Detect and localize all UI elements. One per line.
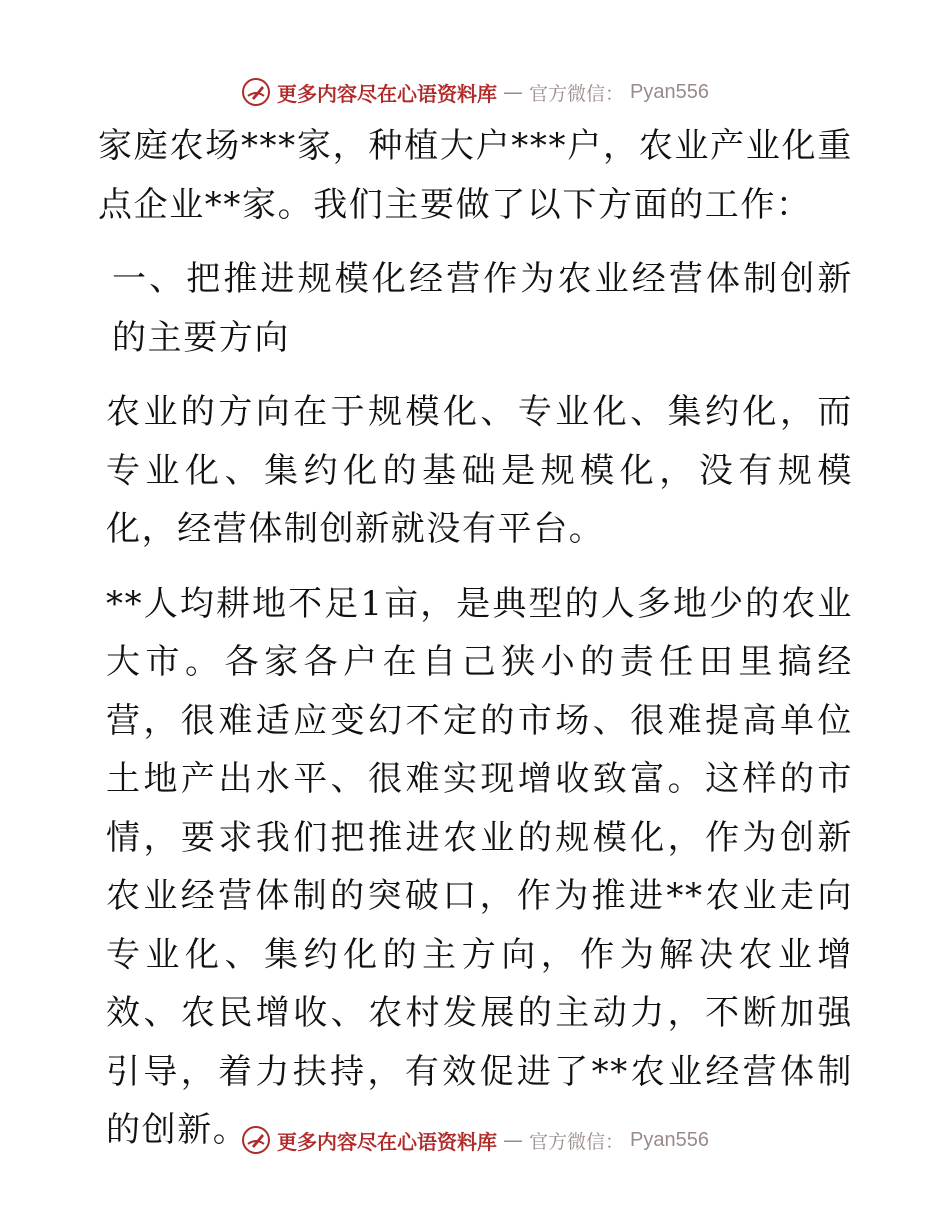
paragraph-intro: 家庭农场***家，种植大户***户，农业产业化重点企业**家。我们主要做了以下方面的工作： [98, 126, 853, 225]
document-body [98, 117, 853, 1160]
banner-wechat-id: Pyan556 [630, 1128, 709, 1151]
footer-watermark-banner [0, 1120, 950, 1160]
book-pen-logo-icon [241, 77, 271, 107]
section-heading: 一、把推进规模化经营作为农业经营体制创新的主要方向 [112, 259, 853, 358]
banner-wechat-label: 官方微信： [529, 82, 625, 105]
paragraph-situation: **人均耕地不足1亩，是典型的人多地少的农业大市。各家各户在自己狭小的责任田里搞经营，很难适应变幻不定的市场、很难提高单位土地产出水平、很难实现增收致富。这样的市情，要求我们把推进农业的规模化，作为创新农业经营体制的突破口，作为推进**农业走向专业化、集约化的主方向，作为解决农业增效、农民增收、农村发展的主动力，不断加强引导，着力扶持，有效促进了**农业经营体制的创新。 [106, 583, 853, 1150]
banner-dash: — [503, 80, 523, 104]
banner-dash: — [503, 1128, 523, 1152]
header-watermark-banner [0, 72, 950, 112]
paragraph-direction: 农业的方向在于规模化、专业化、集约化，而专业化、集约化的基础是规模化，没有规模化，经营体制创新就没有平台。 [106, 392, 853, 549]
banner-wechat-label: 官方微信： [529, 1130, 625, 1153]
book-pen-logo-icon [241, 1125, 271, 1155]
banner-wechat-id: Pyan556 [630, 80, 709, 103]
banner-text: 更多内容尽在心语资料库 [277, 1129, 497, 1154]
banner-text: 更多内容尽在心语资料库 [277, 81, 497, 106]
